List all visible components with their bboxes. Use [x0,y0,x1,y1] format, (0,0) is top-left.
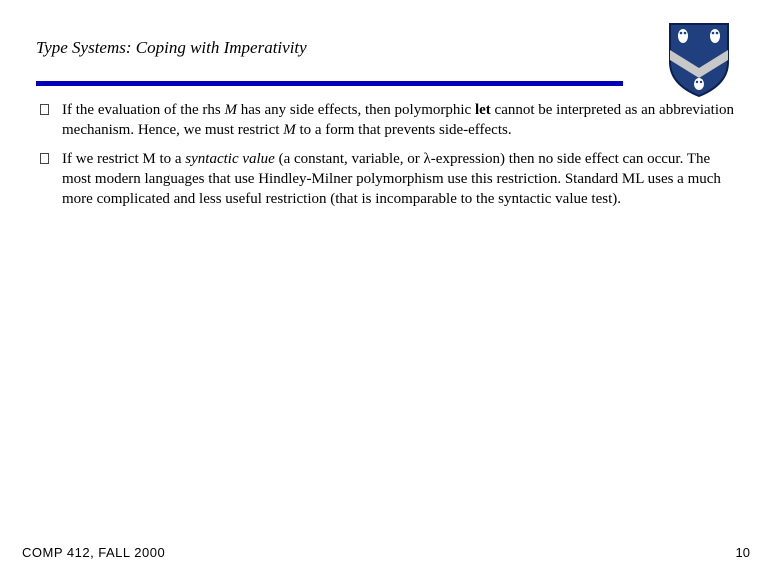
slide-title: Type Systems: Coping with Imperativity [36,38,307,57]
bullet-2-text-a: If we restrict M to a [62,151,186,167]
bullet-1-var-m: M [224,102,237,118]
rice-university-shield-icon [668,22,730,98]
square-bullet-icon [40,104,49,115]
page-number: 10 [735,545,750,560]
bullet-1-text-b: has any side effects, then polymorphic [236,102,475,118]
bullet-2-syntactic-value: syntactic value [185,151,275,167]
bullet-item-2 [40,149,740,209]
title-divider [36,81,623,86]
bullet-1-var-m-2: M [283,122,296,138]
footer-course: COMP 412, FALL 2000 [22,545,166,560]
bullet-1-text-c: cannot be interpreted as an abbreviation mechanism. Hence, we must restrict [62,102,735,138]
bullet-1-keyword-let: let [474,102,491,118]
square-bullet-icon [40,153,49,164]
bullet-2-text-b: (a constant, variable, or λ-expression) then no side effect can occur. The most modern languages that use Hindley-Milner polymorphism use this restriction. Standard ML uses a much more complicated and less useful restriction (that is incomparable to the syntactic value test). [62,151,721,207]
bullet-item-1 [40,100,740,140]
bullet-1-text-a: If the evaluation of the rhs [62,102,225,118]
bullet-1-text-d: to a form that prevents side-effects. [295,122,512,138]
bullet-list [40,100,740,218]
